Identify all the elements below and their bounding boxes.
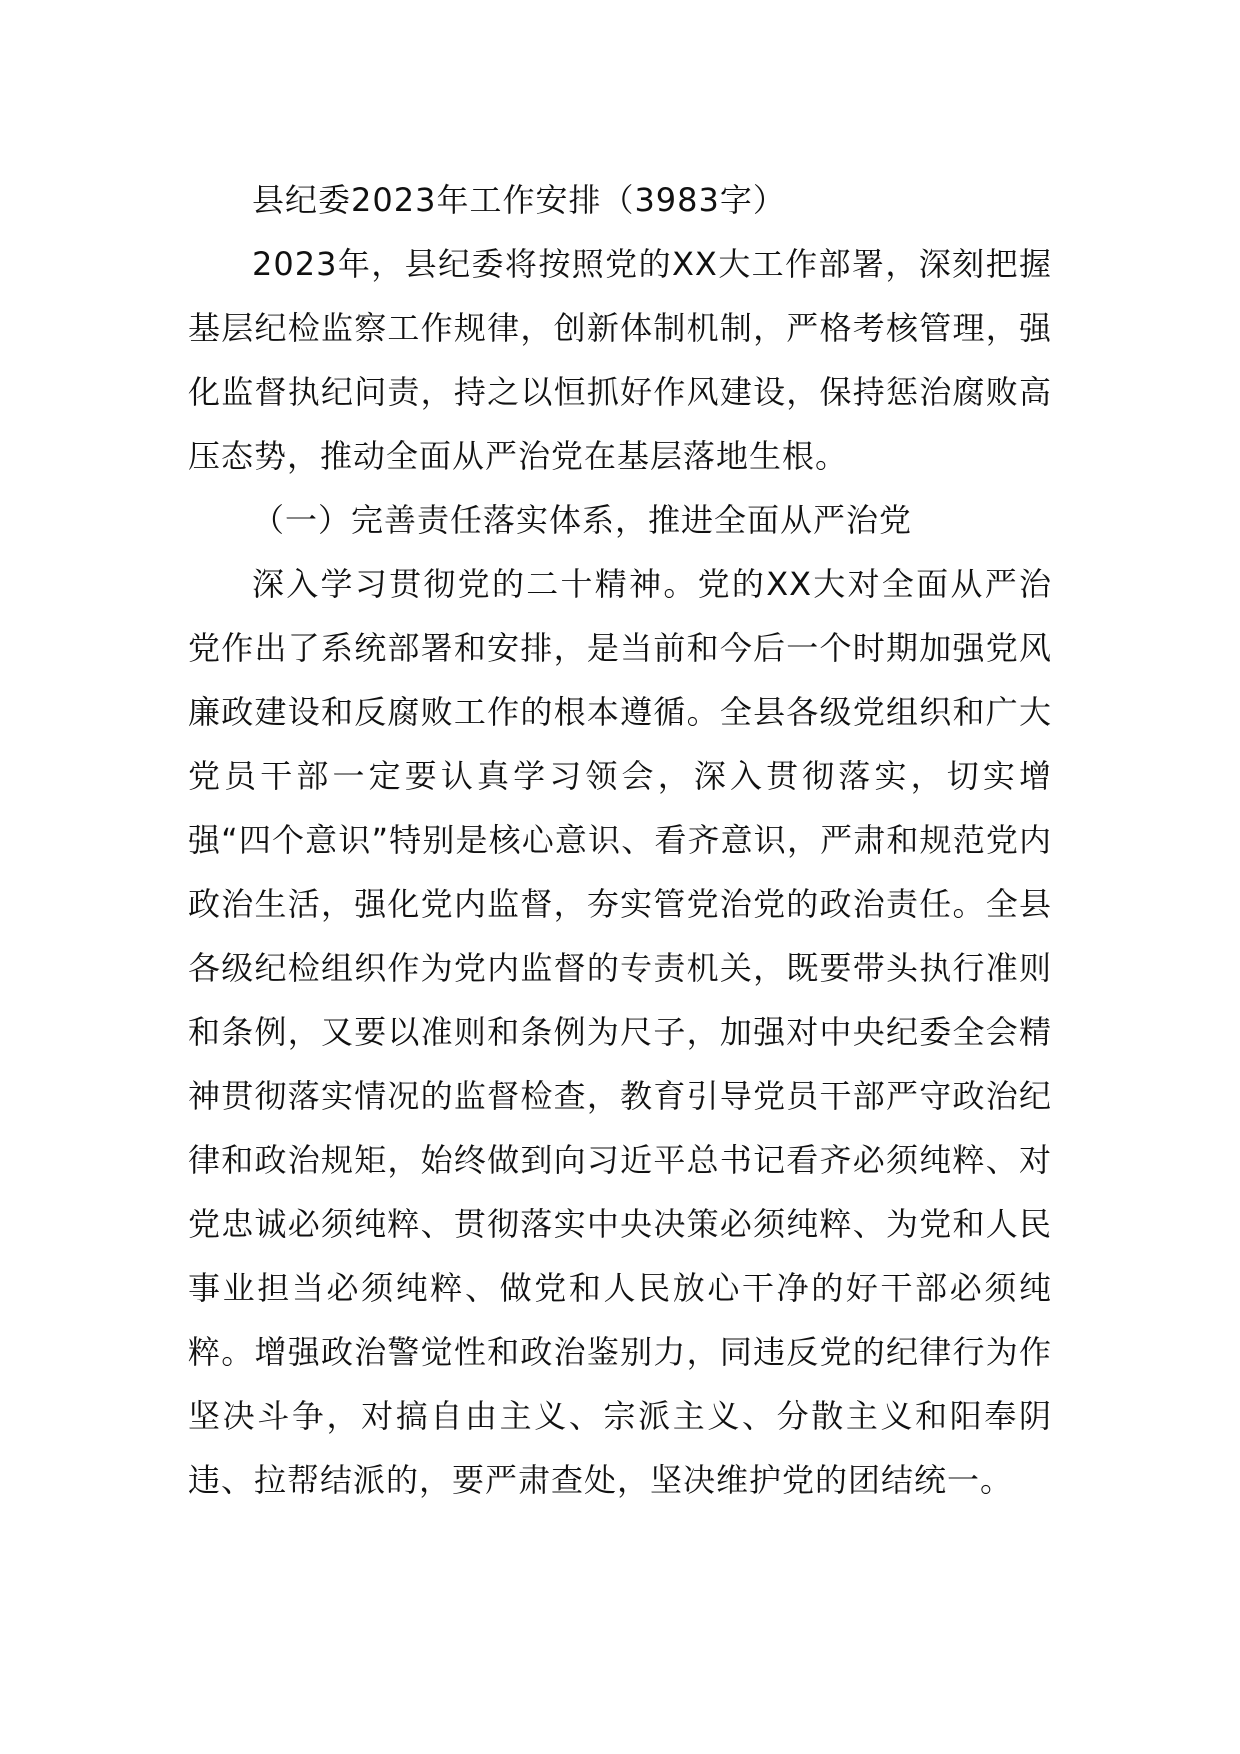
document-title: 县纪委2023年工作安排（3983字） (252, 181, 786, 219)
document-page (188, 168, 1052, 1512)
section-body-paragraph: 深入学习贯彻党的二十精神。党的XX大对全面从严治党作出了系统部署和安排，是当前和今后一个时期加强党风廉政建设和反腐败工作的根本遵循。全县各级党组织和广大党员干部一定要认真学习领会，深入贯彻落实，切实增强“四个意识”特别是核心意识、看齐意识，严肃和规范党内政治生活，强化党内监督，夯实管党治党的政治责任。全县各级纪检组织作为党内监督的专责机关，既要带头执行准则和条例，又要以准则和条例为尺子，加强对中央纪委全会精神贯彻落实情况的监督检查，教育引导党员干部严守政治纪律和政治规矩，始终做到向习近平总书记看齐必须纯粹、对党忠诚必须纯粹、贯彻落实中央决策必须纯粹、为党和人民事业担当必须纯粹、做党和人民放心干净的好干部必须纯粹。增强政治警觉性和政治鉴别力，同违反党的纪律行为作坚决斗争，对搞自由主义、宗派主义、分散主义和阳奉阴违、拉帮结派的，要严肃查处，坚决维护党的团结统一。 (188, 565, 1052, 1499)
intro-paragraph: 2023年，县纪委将按照党的XX大工作部署，深刻把握基层纪检监察工作规律，创新体制机制，严格考核管理，强化监督执纪问责，持之以恒抓好作风建设，保持惩治腐败高压态势，推动全面从严治党在基层落地生根。 (188, 245, 1052, 475)
section-heading: （一）完善责任落实体系，推进全面从严治党 (252, 501, 913, 539)
